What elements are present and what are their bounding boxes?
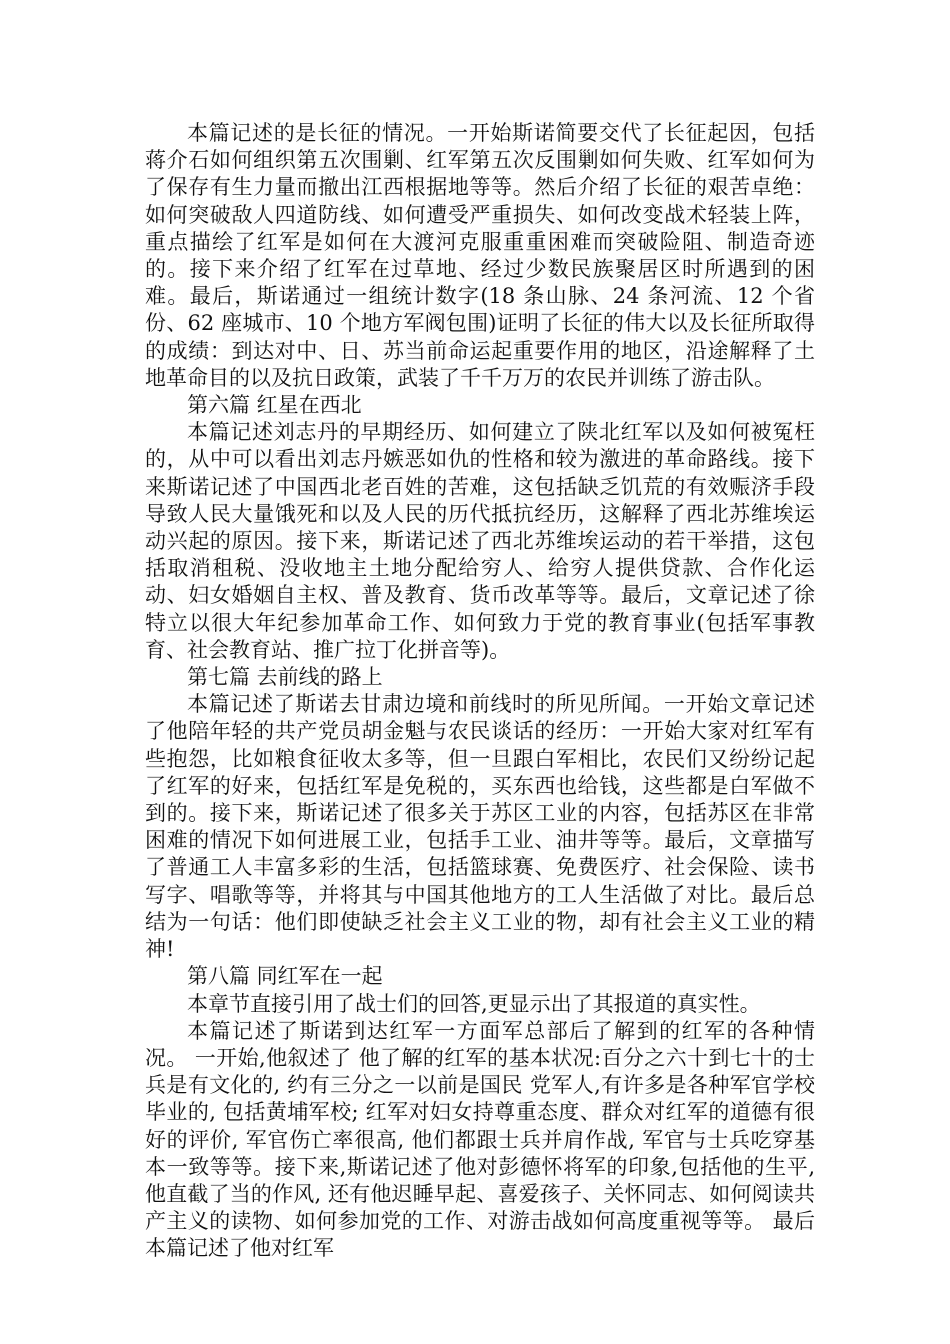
section-heading-chapter-6: 第六篇 红星在西北 xyxy=(187,393,362,418)
section-heading-chapter-8: 第八篇 同红军在一起 xyxy=(187,964,383,989)
paragraph-chapter-7: 本篇记述了斯诺去甘肃边境和前线时的所见所闻。一开始文章记述了他陪年轻的共产党员胡金魁与农民谈话的经历：一开始大家对红军有些抱怨，比如粮食征收太多等，但一旦跟白军相比，农民们又纷纷记起了红军的好来，包括红军是免税的，买东西也给钱，这些都是白军做不到的。接下来，斯诺记述了很多关于苏区工业的内容，包括苏区在非常困难的情况下如何进展工业，包括手工业、油井等等。最后，文章描写了普通工人丰富多彩的生活，包括篮球赛、免费医疗、社会保险、读书写字、唱歌等等，并将其与中国其他地方的工人生活做了对比。最后总结为一句话：他们即使缺乏社会主义工业的物，却有社会主义工业的精神! xyxy=(145,692,815,962)
paragraph-chapter-8-intro: 本章节直接引用了战士们的回答,更显示出了其报道的真实性。 xyxy=(187,991,761,1016)
section-heading-chapter-7: 第七篇 去前线的路上 xyxy=(187,665,383,690)
paragraph-long-march: 本篇记述的是长征的情况。一开始斯诺简要交代了长征起因，包括蒋介石如何组织第五次围剿、红军第五次反围剿如何失败、红军如何为了保存有生力量而撤出江西根据地等等。然后介绍了长征的艰苦卓绝：如何突破敌人四道防线、如何遭受严重损失、如何改变战术轻装上阵，重点描绘了红军是如何在大渡河克服重重困难而突破险阻、制造奇迹的。接下来介绍了红军在过草地、经过少数民族聚居区时所遇到的困难。最后，斯诺通过一组统计数字(18 条山脉、24 条河流、12 个省份、62 座城市、10 个地方军阀包围)证明了长征的伟大以及长征所取得的成绩：到达对中、日、苏当前命运起重要作用的地区，沿途解释了土地革命目的以及抗日政策，武装了千千万万的农民并训练了游击队。 xyxy=(145,121,815,390)
document-body xyxy=(145,120,815,1263)
paragraph-chapter-8: 本篇记述了斯诺到达红军一方面军总部后了解到的红军的各种情况。 一开始,他叙述了 他了解的红军的基本状况:百分之六十到七十的士兵是有文化的, 约有三分之一以前是国民 党军人,有许多是各种军官学校毕业的, 包括黄埔军校; 红军对妇女持尊重态度、群众对红军的道德有很好的评价, 军官伤亡率很高, 他们都跟士兵并肩作战, 军官与士兵吃穿基本一致等等。接下来,斯诺记述了他对彭德怀将军的印象,包括他的生平,他直截了当的作风, 还有他迟睡早起、喜爱孩子、关怀同志、如何阅读共产主义的读物、如何参加党的工作、对游击战如何高度重视等等。 最后本篇记述了他对红军 xyxy=(145,1018,815,1261)
paragraph-chapter-6: 本篇记述刘志丹的早期经历、如何建立了陕北红军以及如何被冤枉的，从中可以看出刘志丹嫉恶如仇的性格和较为激进的革命路线。接下来斯诺记述了中国西北老百姓的苦难，这包括缺乏饥荒的有效赈济手段导致人民大量饿死和以及人民的历代抵抗经历，这解释了西北苏维埃运动兴起的原因。接下来，斯诺记述了西北苏维埃运动的若干举措，这包括取消租税、没收地主土地分配给穷人、给穷人提供贷款、合作化运动、妇女婚姻自主权、普及教育、货币改革等等。最后，文章记述了徐特立以很大年纪参加革命工作、如何致力于党的教育事业(包括军事教育、社会教育站、推广拉丁化拼音等)。 xyxy=(145,420,815,662)
